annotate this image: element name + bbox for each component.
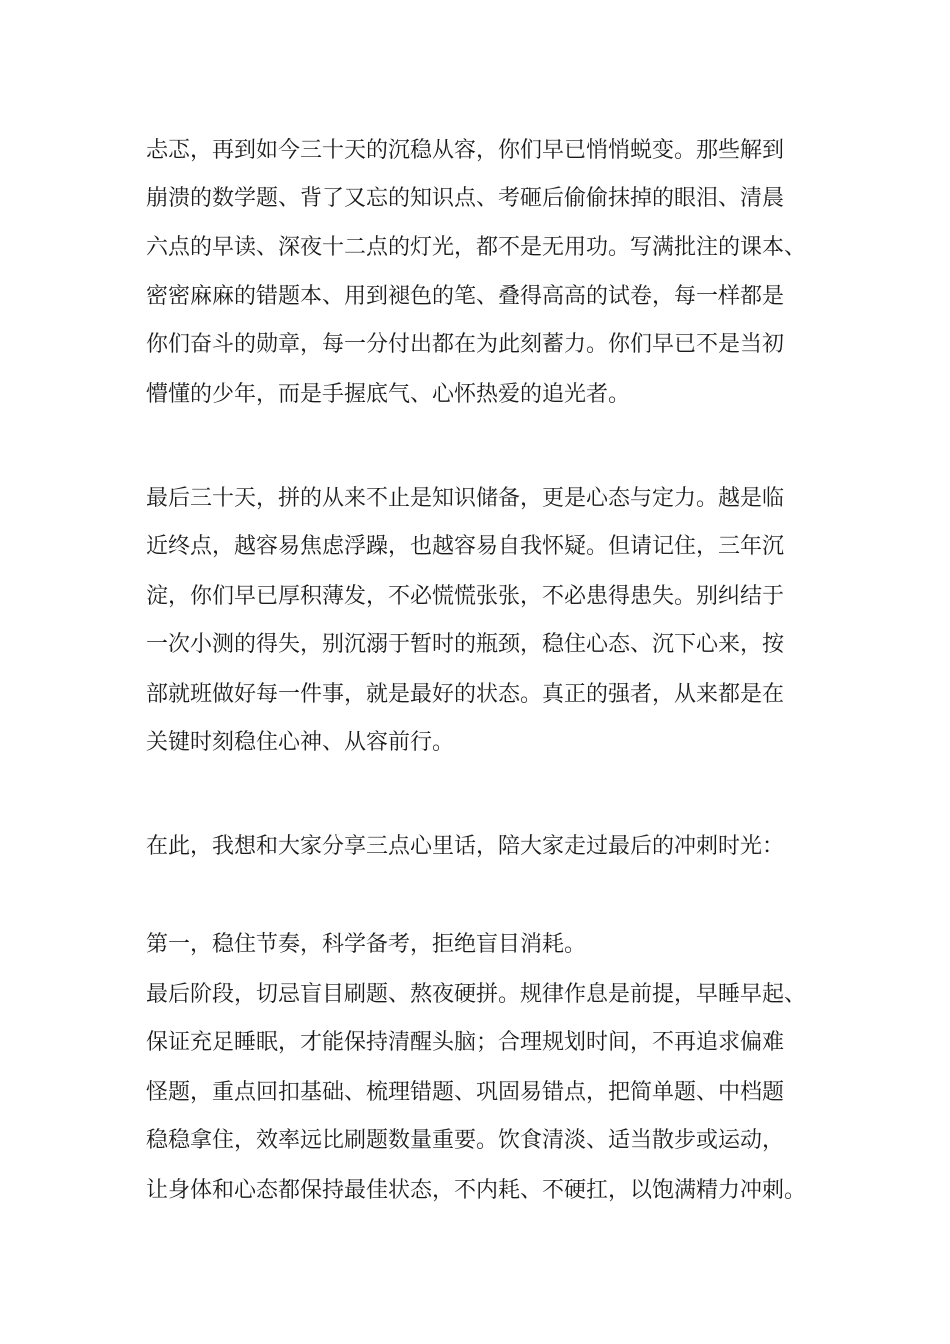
paragraph-4-line-6: 让身体和心态都保持最佳状态，不内耗、不硬扛，以饱满精力冲刺。 (146, 1178, 807, 1203)
paragraph-1-line-3: 六点的早读、深夜十二点的灯光，都不是无用功。写满批注的课本、 (146, 235, 807, 260)
paragraph-4-heading: 第一，稳住节奏，科学备考，拒绝盲目消耗。 (146, 932, 587, 957)
paragraph-3-line-1: 在此，我想和大家分享三点心里话，陪大家走过最后的冲刺时光： (146, 834, 785, 859)
paragraph-4-line-5: 稳稳拿住，效率远比刷题数量重要。饮食清淡、适当散步或运动， (146, 1128, 785, 1153)
paragraph-1-line-1: 忐忑，再到如今三十天的沉稳从容，你们早已悄悄蜕变。那些解到 (146, 138, 785, 163)
paragraph-4-line-4: 怪题，重点回扣基础、梳理错题、巩固易错点，把简单题、中档题 (146, 1080, 785, 1105)
paragraph-4-line-3: 保证充足睡眠，才能保持清醒头脑；合理规划时间，不再追求偏难 (146, 1030, 785, 1055)
paragraph-2-line-1: 最后三十天，拼的从来不止是知识储备，更是心态与定力。越是临 (146, 486, 785, 511)
paragraph-2-line-6: 关键时刻稳住心神、从容前行。 (146, 730, 455, 755)
paragraph-2-line-3: 淀，你们早已厚积薄发，不必慌慌张张，不必患得患失。别纠结于 (146, 584, 785, 609)
paragraph-1-line-6: 懵懂的少年，而是手握底气、心怀热爱的追光者。 (146, 382, 631, 407)
paragraph-1-line-5: 你们奋斗的勋章，每一分付出都在为此刻蓄力。你们早已不是当初 (146, 332, 785, 357)
paragraph-4-line-2: 最后阶段，切忌盲目刷题、熬夜硬拼。规律作息是前提，早睡早起、 (146, 982, 807, 1007)
paragraph-1-line-4: 密密麻麻的错题本、用到褪色的笔、叠得高高的试卷，每一样都是 (146, 284, 785, 309)
paragraph-2-line-4: 一次小测的得失，别沉溺于暂时的瓶颈，稳住心态、沉下心来，按 (146, 632, 785, 657)
paragraph-1-line-2: 崩溃的数学题、背了又忘的知识点、考砸后偷偷抹掉的眼泪、清晨 (146, 186, 785, 211)
paragraph-2-line-5: 部就班做好每一件事，就是最好的状态。真正的强者，从来都是在 (146, 682, 785, 707)
paragraph-2-line-2: 近终点，越容易焦虑浮躁，也越容易自我怀疑。但请记住，三年沉 (146, 534, 785, 559)
